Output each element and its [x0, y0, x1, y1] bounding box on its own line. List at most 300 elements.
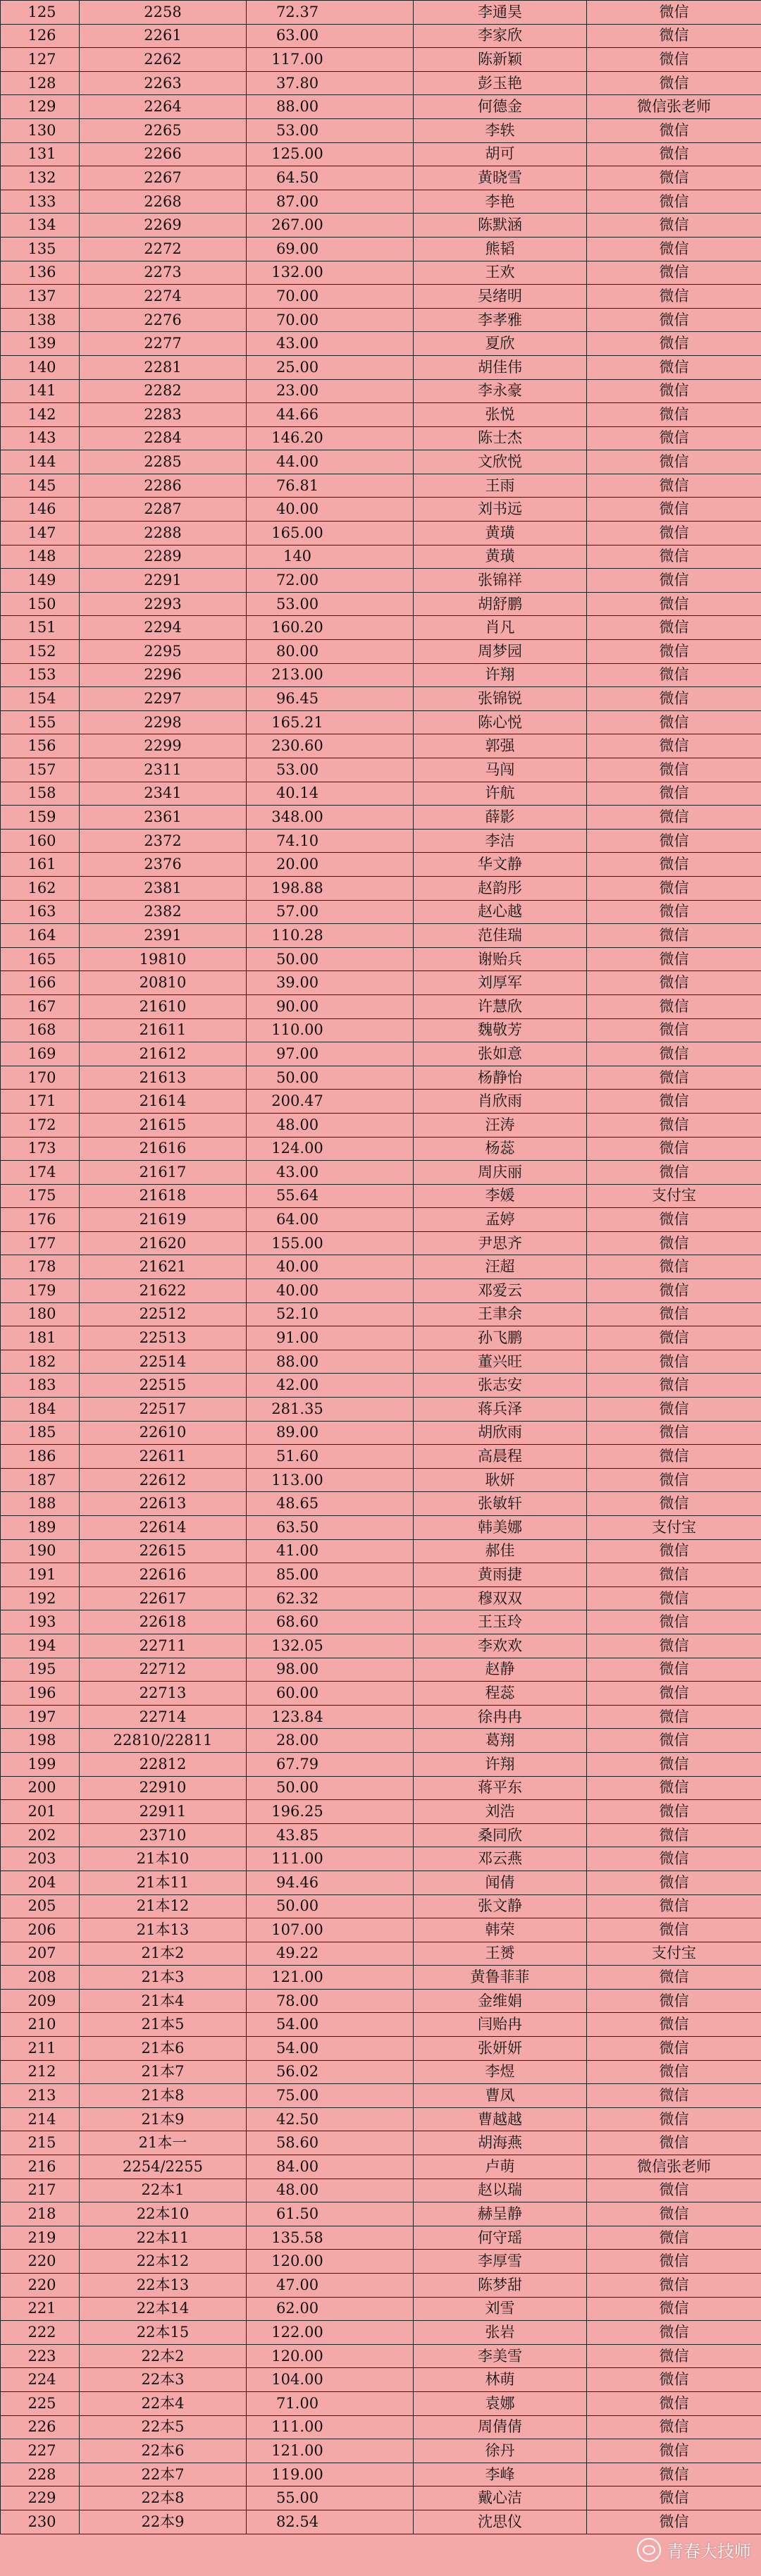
amount-cell: 40.00: [247, 498, 414, 522]
name-cell: 马闯: [414, 758, 587, 782]
table-row: [1, 687, 761, 711]
order-number-cell: 2283: [80, 403, 247, 427]
amount-cell: 53.00: [247, 592, 414, 616]
name-cell: 李永豪: [414, 379, 587, 403]
amount-cell: 125.00: [247, 142, 414, 166]
row-index-cell: 201: [1, 1800, 80, 1824]
amount-cell: 47.00: [247, 2274, 414, 2298]
row-index-cell: 227: [1, 2439, 80, 2463]
table-row: [1, 2344, 761, 2368]
order-number-cell: 2291: [80, 569, 247, 593]
row-index-cell: 200: [1, 1776, 80, 1800]
row-index-cell: 207: [1, 1942, 80, 1966]
payment-method-cell: 微信: [587, 2391, 761, 2415]
name-cell: 胡可: [414, 142, 587, 166]
order-number-cell: 20810: [80, 971, 247, 995]
amount-cell: 165.00: [247, 522, 414, 546]
amount-cell: 140: [247, 545, 414, 569]
row-index-cell: 183: [1, 1374, 80, 1398]
table-row: [1, 1137, 761, 1161]
row-index-cell: 210: [1, 2013, 80, 2037]
order-number-cell: 22本9: [80, 2510, 247, 2534]
row-index-cell: 196: [1, 1682, 80, 1706]
payment-method-cell: 微信: [587, 1231, 761, 1255]
row-index-cell: 177: [1, 1231, 80, 1255]
amount-cell: 43.00: [247, 1161, 414, 1185]
amount-cell: 104.00: [247, 2368, 414, 2392]
payment-method-cell: 微信: [587, 545, 761, 569]
row-index-cell: 205: [1, 1894, 80, 1918]
name-cell: 周梦园: [414, 640, 587, 664]
table-row: [1, 261, 761, 285]
amount-cell: 55.64: [247, 1184, 414, 1208]
row-index-cell: 149: [1, 569, 80, 593]
row-index-cell: 172: [1, 1113, 80, 1137]
name-cell: 蒋兵泽: [414, 1398, 587, 1422]
table-row: [1, 1705, 761, 1729]
order-number-cell: 21本一: [80, 2131, 247, 2155]
row-index-cell: 219: [1, 2226, 80, 2250]
amount-cell: 198.88: [247, 876, 414, 900]
order-number-cell: 2274: [80, 285, 247, 309]
payment-method-cell: 微信: [587, 2439, 761, 2463]
row-index-cell: 150: [1, 592, 80, 616]
table-row: [1, 592, 761, 616]
amount-cell: 113.00: [247, 1468, 414, 1492]
amount-cell: 40.00: [247, 1255, 414, 1279]
table-row: [1, 2439, 761, 2463]
row-index-cell: 191: [1, 1563, 80, 1587]
table-row: [1, 1516, 761, 1540]
row-index-cell: 147: [1, 522, 80, 546]
name-cell: 文欣悦: [414, 450, 587, 474]
order-number-cell: 21本9: [80, 2107, 247, 2131]
order-number-cell: 22本15: [80, 2321, 247, 2345]
amount-cell: 88.00: [247, 1350, 414, 1374]
order-number-cell: 2372: [80, 829, 247, 853]
row-index-cell: 146: [1, 498, 80, 522]
payment-method-cell: 微信: [587, 48, 761, 72]
table-row: [1, 522, 761, 546]
amount-cell: 88.00: [247, 95, 414, 119]
order-number-cell: 2382: [80, 900, 247, 924]
table-row: [1, 1445, 761, 1469]
table-row: [1, 806, 761, 830]
row-index-cell: 216: [1, 2155, 80, 2179]
table-row: [1, 2084, 761, 2108]
amount-cell: 60.00: [247, 1682, 414, 1706]
table-row: [1, 474, 761, 498]
order-number-cell: 2284: [80, 426, 247, 450]
payment-method-cell: 微信: [587, 1823, 761, 1847]
payment-method-cell: 微信: [587, 1610, 761, 1634]
name-cell: 胡海燕: [414, 2131, 587, 2155]
name-cell: 汪涛: [414, 1113, 587, 1137]
amount-cell: 119.00: [247, 2463, 414, 2486]
payment-method-cell: 微信: [587, 947, 761, 971]
name-cell: 王聿余: [414, 1302, 587, 1326]
table-row: [1, 2178, 761, 2202]
table-row: [1, 2131, 761, 2155]
row-index-cell: 133: [1, 190, 80, 214]
order-number-cell: 22本1: [80, 2178, 247, 2202]
row-index-cell: 180: [1, 1302, 80, 1326]
order-number-cell: 22810/22811: [80, 1729, 247, 1753]
amount-cell: 51.60: [247, 1445, 414, 1469]
order-number-cell: 22711: [80, 1634, 247, 1658]
name-cell: 许翔: [414, 663, 587, 687]
row-index-cell: 192: [1, 1586, 80, 1610]
amount-cell: 82.54: [247, 2510, 414, 2534]
name-cell: 赵心越: [414, 900, 587, 924]
watermark-text: 青春大技师: [667, 2541, 751, 2561]
name-cell: 韩荣: [414, 1918, 587, 1942]
order-number-cell: 2258: [80, 1, 247, 25]
amount-cell: 281.35: [247, 1398, 414, 1422]
payment-method-cell: 微信: [587, 1682, 761, 1706]
row-index-cell: 176: [1, 1208, 80, 1232]
amount-cell: 68.60: [247, 1610, 414, 1634]
row-index-cell: 165: [1, 947, 80, 971]
row-index-cell: 174: [1, 1161, 80, 1185]
table-row: [1, 1942, 761, 1966]
name-cell: 金维娟: [414, 1989, 587, 2013]
name-cell: 黄鲁菲菲: [414, 1966, 587, 1990]
table-row: [1, 2202, 761, 2226]
payment-method-cell: 微信: [587, 1800, 761, 1824]
table-row: [1, 142, 761, 166]
payment-method-cell: 微信: [587, 2463, 761, 2486]
row-index-cell: 214: [1, 2107, 80, 2131]
payment-method-cell: 微信: [587, 1255, 761, 1279]
order-number-cell: 22本6: [80, 2439, 247, 2463]
payment-method-cell: 微信: [587, 1326, 761, 1350]
payment-method-cell: 微信: [587, 2321, 761, 2345]
amount-cell: 62.32: [247, 1586, 414, 1610]
order-number-cell: 22611: [80, 1445, 247, 1469]
amount-cell: 48.65: [247, 1492, 414, 1516]
payment-method-cell: 微信: [587, 403, 761, 427]
payment-method-cell: 微信: [587, 2084, 761, 2108]
table-row: [1, 237, 761, 261]
table-row: [1, 1871, 761, 1894]
name-cell: 王玉玲: [414, 1610, 587, 1634]
name-cell: 郭强: [414, 734, 587, 758]
row-index-cell: 204: [1, 1871, 80, 1894]
table-row: [1, 1231, 761, 1255]
table-row: [1, 214, 761, 238]
payment-method-cell: 微信: [587, 1208, 761, 1232]
order-number-cell: 2288: [80, 522, 247, 546]
row-index-cell: 159: [1, 806, 80, 830]
row-index-cell: 222: [1, 2321, 80, 2345]
table-row: [1, 1966, 761, 1990]
name-cell: 陈新颖: [414, 48, 587, 72]
name-cell: 耿妍: [414, 1468, 587, 1492]
order-number-cell: 22616: [80, 1563, 247, 1587]
table-row: [1, 1800, 761, 1824]
amount-cell: 78.00: [247, 1989, 414, 2013]
payment-method-cell: 微信: [587, 924, 761, 948]
payment-method-cell: 微信: [587, 1894, 761, 1918]
payment-method-cell: 微信: [587, 1658, 761, 1682]
row-index-cell: 171: [1, 1090, 80, 1114]
order-number-cell: 2294: [80, 616, 247, 640]
payment-method-cell: 微信: [587, 971, 761, 995]
payment-method-cell: 微信: [587, 1966, 761, 1990]
order-number-cell: 2361: [80, 806, 247, 830]
payment-method-cell: 微信: [587, 1989, 761, 2013]
order-number-cell: 22本8: [80, 2486, 247, 2510]
payment-method-cell: 微信: [587, 1729, 761, 1753]
order-number-cell: 21本13: [80, 1918, 247, 1942]
amount-cell: 44.00: [247, 450, 414, 474]
amount-cell: 94.46: [247, 1871, 414, 1894]
amount-cell: 20.00: [247, 853, 414, 877]
order-number-cell: 22本2: [80, 2344, 247, 2368]
payment-method-cell: 微信: [587, 876, 761, 900]
amount-cell: 69.00: [247, 237, 414, 261]
table-row: [1, 2297, 761, 2321]
name-cell: 曹越越: [414, 2107, 587, 2131]
table-row: [1, 1776, 761, 1800]
payment-method-cell: 微信张老师: [587, 2155, 761, 2179]
order-number-cell: 22本10: [80, 2202, 247, 2226]
row-index-cell: 129: [1, 95, 80, 119]
table-row: [1, 24, 761, 48]
order-number-cell: 22615: [80, 1539, 247, 1563]
row-index-cell: 161: [1, 853, 80, 877]
name-cell: 赵以瑞: [414, 2178, 587, 2202]
row-index-cell: 169: [1, 1042, 80, 1066]
table-row: [1, 1042, 761, 1066]
order-number-cell: 22610: [80, 1421, 247, 1445]
table-row: [1, 994, 761, 1018]
amount-cell: 57.00: [247, 900, 414, 924]
amount-cell: 75.00: [247, 2084, 414, 2108]
amount-cell: 55.00: [247, 2486, 414, 2510]
order-number-cell: 2272: [80, 237, 247, 261]
payment-method-cell: 微信: [587, 1445, 761, 1469]
payment-method-cell: 微信: [587, 214, 761, 238]
table-row: [1, 2107, 761, 2131]
table-row: [1, 1586, 761, 1610]
amount-cell: 43.00: [247, 332, 414, 356]
payment-method-cell: 微信: [587, 829, 761, 853]
amount-cell: 48.00: [247, 1113, 414, 1137]
name-cell: 许翔: [414, 1752, 587, 1776]
row-index-cell: 143: [1, 426, 80, 450]
name-cell: 彭玉艳: [414, 71, 587, 95]
amount-cell: 85.00: [247, 1563, 414, 1587]
amount-cell: 200.47: [247, 1090, 414, 1114]
amount-cell: 64.50: [247, 166, 414, 190]
row-index-cell: 170: [1, 1066, 80, 1090]
payment-method-cell: 微信: [587, 1752, 761, 1776]
payment-method-cell: 微信: [587, 450, 761, 474]
table-row: [1, 379, 761, 403]
table-row: [1, 2274, 761, 2298]
row-index-cell: 175: [1, 1184, 80, 1208]
order-number-cell: 2391: [80, 924, 247, 948]
order-number-cell: 2296: [80, 663, 247, 687]
payment-method-cell: 微信: [587, 426, 761, 450]
table-row: [1, 876, 761, 900]
row-index-cell: 186: [1, 1445, 80, 1469]
amount-cell: 39.00: [247, 971, 414, 995]
ledger-body: [1, 1, 761, 2534]
order-number-cell: 2287: [80, 498, 247, 522]
name-cell: 李媛: [414, 1184, 587, 1208]
amount-cell: 44.66: [247, 403, 414, 427]
row-index-cell: 163: [1, 900, 80, 924]
name-cell: 闻倩: [414, 1871, 587, 1894]
amount-cell: 63.50: [247, 1516, 414, 1540]
payment-method-cell: 微信: [587, 616, 761, 640]
payment-method-cell: 微信: [587, 2274, 761, 2298]
row-index-cell: 203: [1, 1847, 80, 1871]
payment-method-cell: 微信: [587, 758, 761, 782]
table-row: [1, 1894, 761, 1918]
name-cell: 张妍妍: [414, 2037, 587, 2061]
amount-cell: 40.00: [247, 1279, 414, 1303]
row-index-cell: 221: [1, 2297, 80, 2321]
payment-method-cell: 微信: [587, 2178, 761, 2202]
payment-method-cell: 微信: [587, 1018, 761, 1042]
row-index-cell: 212: [1, 2060, 80, 2084]
table-row: [1, 1729, 761, 1753]
row-index-cell: 164: [1, 924, 80, 948]
row-index-cell: 154: [1, 687, 80, 711]
name-cell: 张悦: [414, 403, 587, 427]
payment-method-cell: 微信: [587, 2344, 761, 2368]
payment-method-cell: 微信: [587, 474, 761, 498]
amount-cell: 64.00: [247, 1208, 414, 1232]
amount-cell: 267.00: [247, 214, 414, 238]
payment-method-cell: 微信: [587, 522, 761, 546]
order-number-cell: 21本4: [80, 1989, 247, 2013]
amount-cell: 123.84: [247, 1705, 414, 1729]
name-cell: 赵韵彤: [414, 876, 587, 900]
table-row: [1, 758, 761, 782]
row-index-cell: 156: [1, 734, 80, 758]
order-number-cell: 21612: [80, 1042, 247, 1066]
amount-cell: 42.50: [247, 2107, 414, 2131]
row-index-cell: 202: [1, 1823, 80, 1847]
name-cell: 范佳瑞: [414, 924, 587, 948]
payment-method-cell: 微信: [587, 1492, 761, 1516]
amount-cell: 348.00: [247, 806, 414, 830]
payment-method-cell: 微信: [587, 355, 761, 379]
row-index-cell: 142: [1, 403, 80, 427]
name-cell: 徐丹: [414, 2439, 587, 2463]
table-row: [1, 1255, 761, 1279]
payment-method-cell: 微信: [587, 2415, 761, 2439]
order-number-cell: 22713: [80, 1682, 247, 1706]
table-row: [1, 2368, 761, 2392]
order-number-cell: 22613: [80, 1492, 247, 1516]
name-cell: 黄璜: [414, 545, 587, 569]
payment-method-cell: 支付宝: [587, 1516, 761, 1540]
amount-cell: 54.00: [247, 2013, 414, 2037]
row-index-cell: 130: [1, 118, 80, 142]
payment-method-cell: 微信: [587, 1634, 761, 1658]
order-number-cell: 2299: [80, 734, 247, 758]
name-cell: 魏敬芳: [414, 1018, 587, 1042]
payment-method-cell: 微信: [587, 1161, 761, 1185]
row-index-cell: 168: [1, 1018, 80, 1042]
name-cell: 李美雪: [414, 2344, 587, 2368]
order-number-cell: 19810: [80, 947, 247, 971]
amount-cell: 84.00: [247, 2155, 414, 2179]
amount-cell: 160.20: [247, 616, 414, 640]
name-cell: 李轶: [414, 118, 587, 142]
payment-method-cell: 微信: [587, 142, 761, 166]
amount-cell: 213.00: [247, 663, 414, 687]
table-row: [1, 1421, 761, 1445]
payment-method-cell: 微信: [587, 285, 761, 309]
table-row: [1, 285, 761, 309]
payment-method-cell: 微信: [587, 2107, 761, 2131]
amount-cell: 56.02: [247, 2060, 414, 2084]
table-row: [1, 1847, 761, 1871]
table-row: [1, 1610, 761, 1634]
row-index-cell: 223: [1, 2344, 80, 2368]
name-cell: 李家欣: [414, 24, 587, 48]
row-index-cell: 208: [1, 1966, 80, 1990]
amount-cell: 132.00: [247, 261, 414, 285]
table-row: [1, 1492, 761, 1516]
amount-cell: 72.00: [247, 569, 414, 593]
amount-cell: 230.60: [247, 734, 414, 758]
order-number-cell: 2265: [80, 118, 247, 142]
amount-cell: 61.50: [247, 2202, 414, 2226]
table-row: [1, 663, 761, 687]
amount-cell: 67.79: [247, 1752, 414, 1776]
table-row: [1, 616, 761, 640]
order-number-cell: 22本4: [80, 2391, 247, 2415]
payment-method-cell: 微信: [587, 2510, 761, 2534]
payment-method-cell: 微信: [587, 1539, 761, 1563]
order-number-cell: 22513: [80, 1326, 247, 1350]
name-cell: 孙飞鹏: [414, 1326, 587, 1350]
name-cell: 李欢欢: [414, 1634, 587, 1658]
row-index-cell: 185: [1, 1421, 80, 1445]
name-cell: 许慧欣: [414, 994, 587, 1018]
table-row: [1, 71, 761, 95]
payment-method-cell: 微信张老师: [587, 95, 761, 119]
table-row: [1, 947, 761, 971]
order-number-cell: 21619: [80, 1208, 247, 1232]
name-cell: 穆双双: [414, 1586, 587, 1610]
row-index-cell: 209: [1, 1989, 80, 2013]
row-index-cell: 157: [1, 758, 80, 782]
order-number-cell: 22本5: [80, 2415, 247, 2439]
payment-method-cell: 微信: [587, 2037, 761, 2061]
payment-method-cell: 微信: [587, 1847, 761, 1871]
order-number-cell: 2277: [80, 332, 247, 356]
amount-cell: 146.20: [247, 426, 414, 450]
table-row: [1, 190, 761, 214]
amount-cell: 50.00: [247, 1894, 414, 1918]
table-row: [1, 1184, 761, 1208]
payment-method-cell: 微信: [587, 2250, 761, 2274]
row-index-cell: 137: [1, 285, 80, 309]
order-number-cell: 21本12: [80, 1894, 247, 1918]
name-cell: 戴心洁: [414, 2486, 587, 2510]
amount-cell: 91.00: [247, 1326, 414, 1350]
amount-cell: 58.60: [247, 2131, 414, 2155]
